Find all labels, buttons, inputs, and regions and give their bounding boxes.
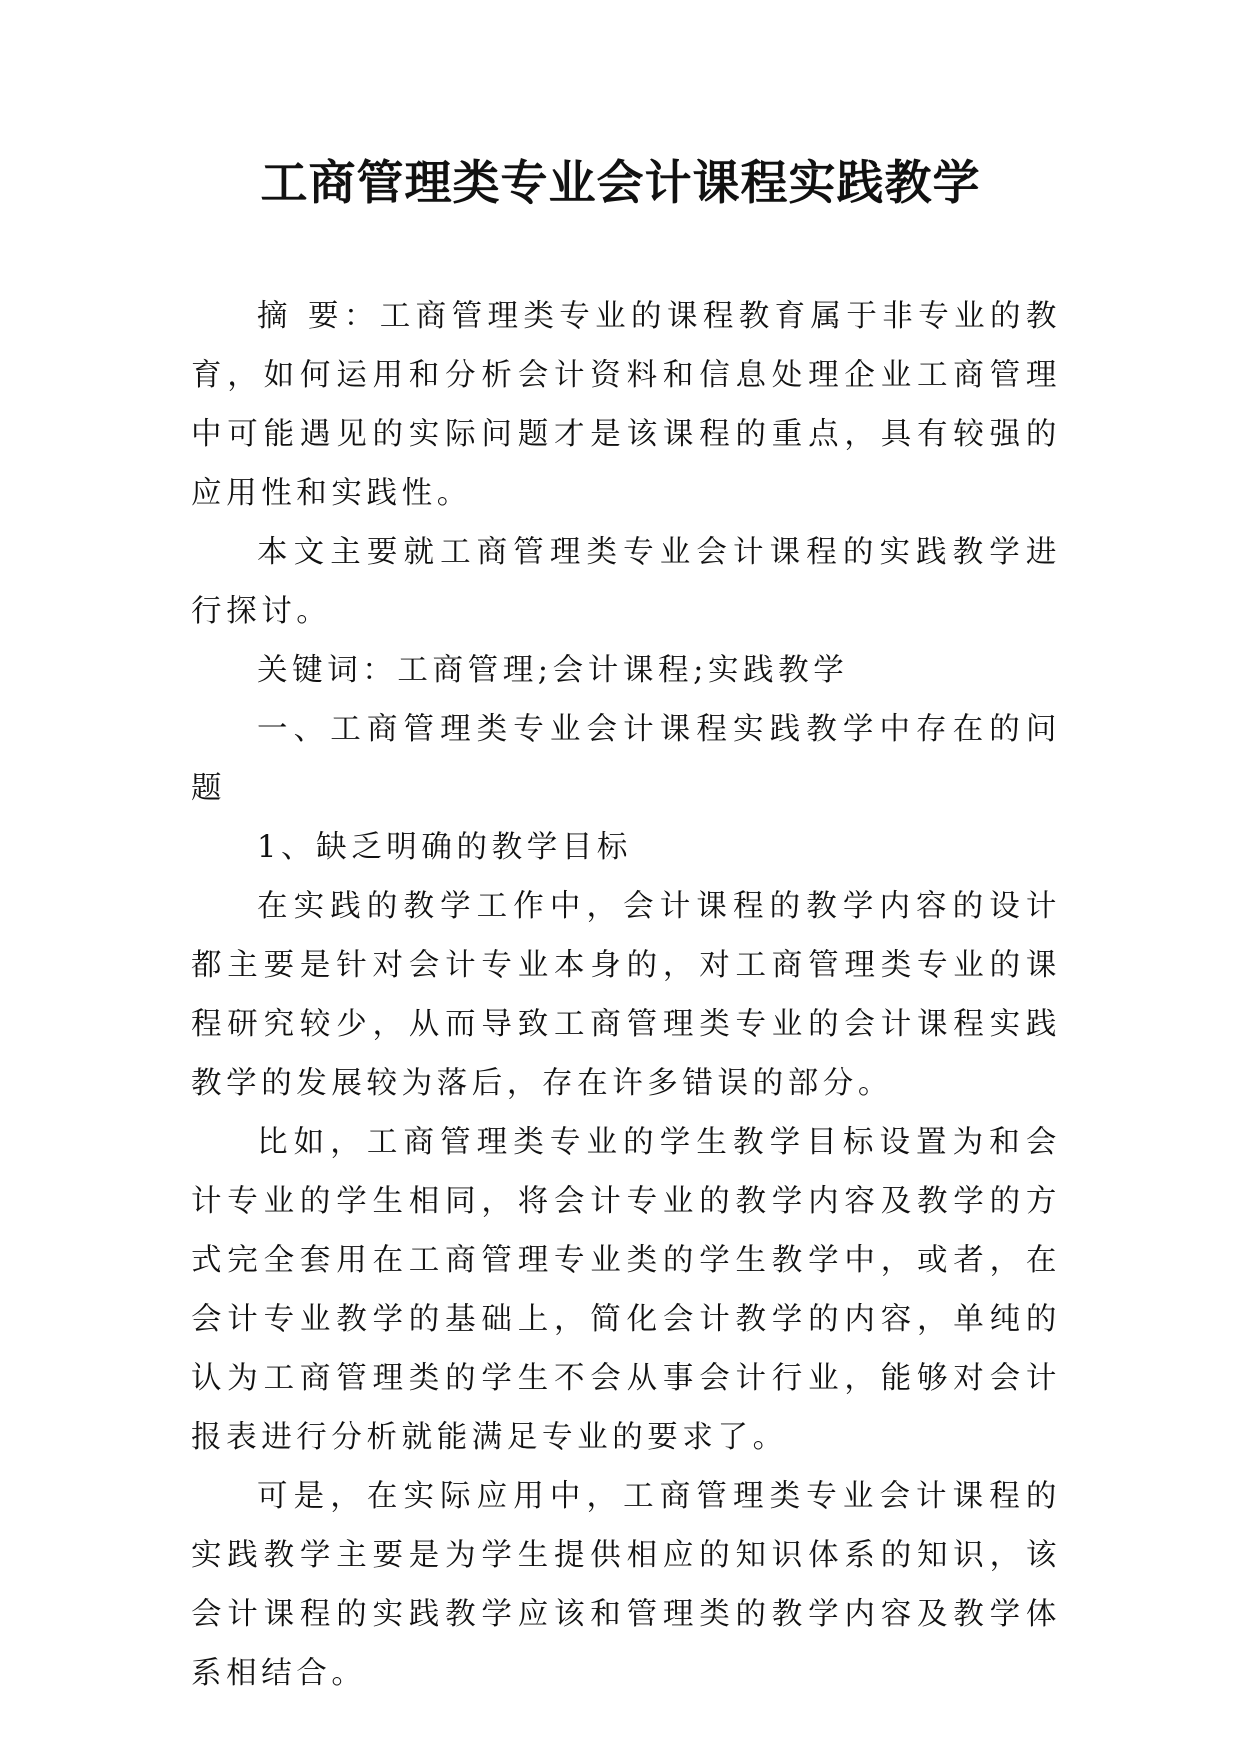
body-paragraph: 可是，在实际应用中，工商管理类专业会计课程的实践教学主要是为学生提供相应的知识体系的知识，该会计课程的实践教学应该和管理类的教学内容及教学体系相结合。 — [191, 1479, 1061, 1691]
intro-paragraph: 本文主要就工商管理类专业会计课程的实践教学进行探讨。 — [191, 535, 1061, 629]
body-paragraph: 在实践的教学工作中，会计课程的教学内容的设计都主要是针对会计专业本身的，对工商管理类专业的课程研究较少，从而导致工商管理类专业的会计课程实践教学的发展较为落后，存在许多错误的部分。 — [191, 889, 1061, 1101]
abstract-paragraph: 摘 要：工商管理类专业的课程教育属于非专业的教育，如何运用和分析会计资料和信息处理企业工商管理中可能遇见的实际问题才是该课程的重点，具有较强的应用性和实践性。 — [191, 299, 1061, 511]
body-paragraph: 比如，工商管理类专业的学生教学目标设置为和会计专业的学生相同，将会计专业的教学内容及教学的方式完全套用在工商管理专业类的学生教学中，或者，在会计专业教学的基础上，简化会计教学的内容，单纯的认为工商管理类的学生不会从事会计行业，能够对会计报表进行分析就能满足专业的要求了。 — [191, 1125, 1061, 1455]
section-heading: 一、工商管理类专业会计课程实践教学中存在的问题 — [191, 712, 1061, 806]
document-title: 工商管理类专业会计课程实践教学 — [260, 156, 981, 211]
keywords-line: 关键词：工商管理;会计课程;实践教学 — [257, 653, 849, 688]
subsection-heading: 1、缺乏明确的教学目标 — [257, 830, 633, 865]
document-body — [191, 287, 1061, 1703]
